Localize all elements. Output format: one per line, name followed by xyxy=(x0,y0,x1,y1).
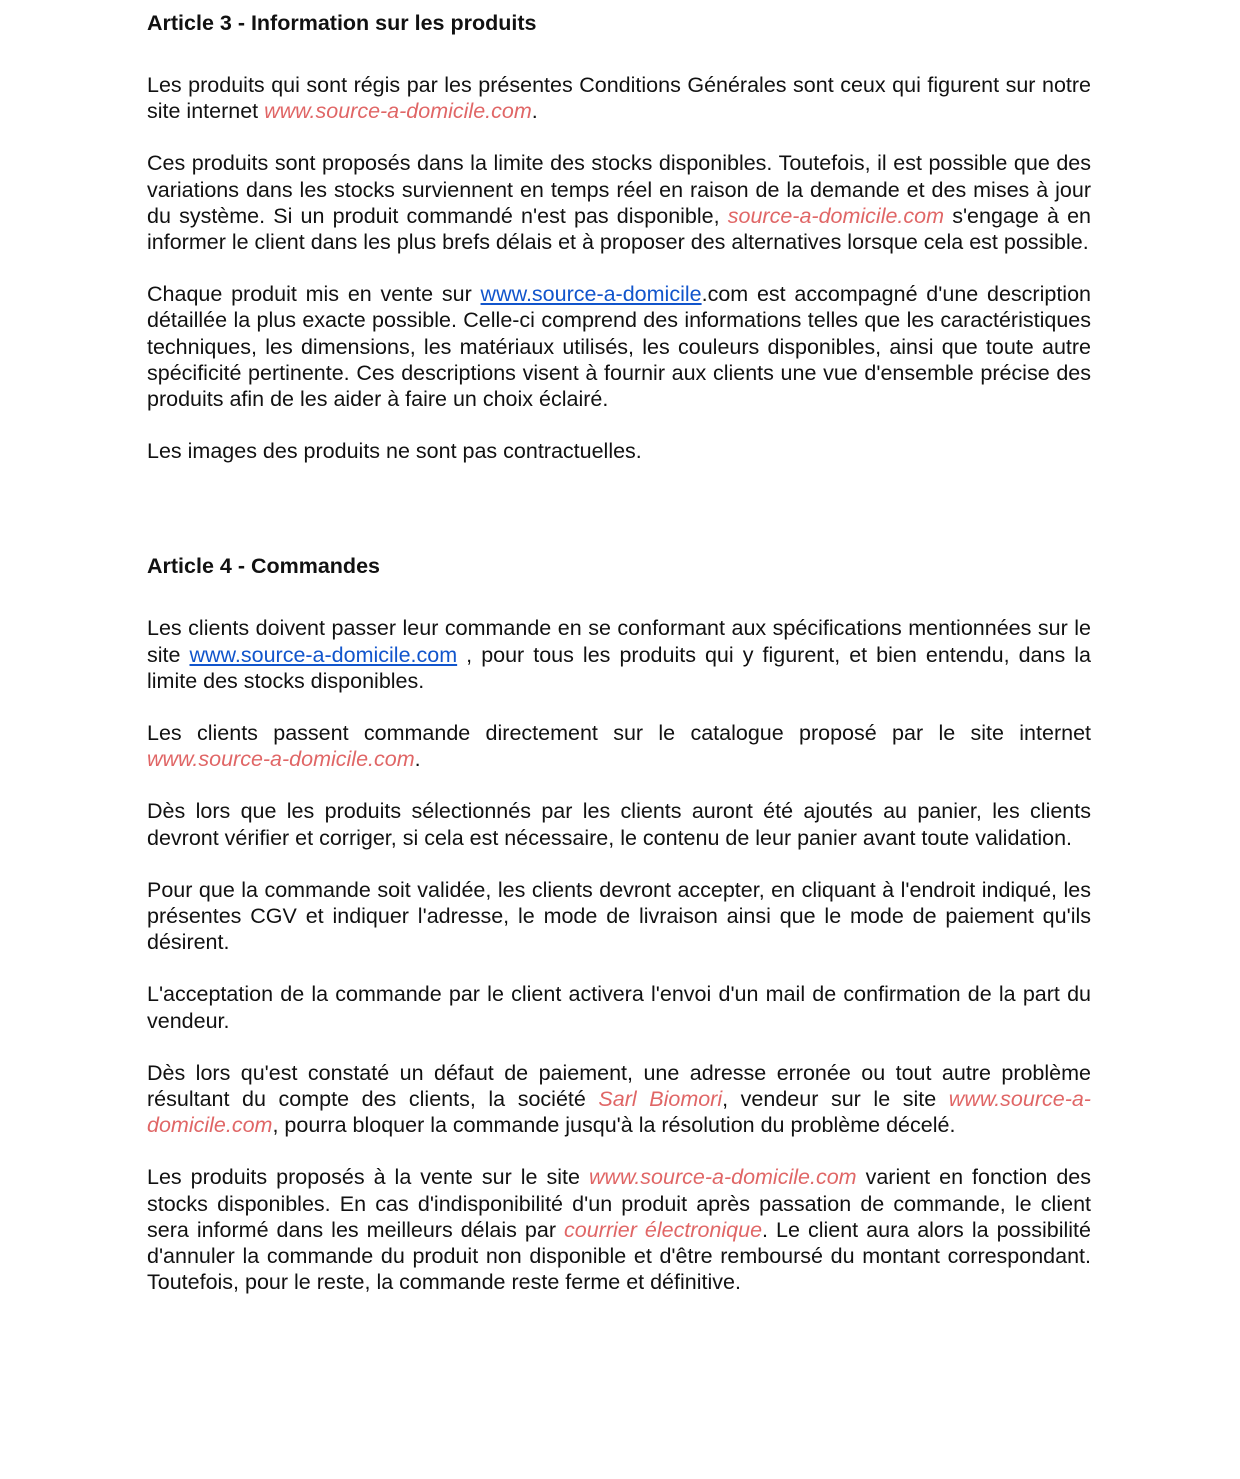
article-4-paragraph-7 xyxy=(147,1164,1091,1295)
article-3-paragraph-1 xyxy=(147,72,1091,124)
text: , pour tous les produits qui y figurent, et bien entendu, dans la limite des stocks disponibles. xyxy=(147,642,1091,693)
site-link[interactable]: www.source-a-domicile xyxy=(480,282,702,307)
text: Les clients passent commande directement sur le catalogue proposé par le site internet xyxy=(147,721,1091,746)
article-4-paragraph-2 xyxy=(147,720,1091,772)
text: , pourra bloquer la commande jusqu'à la résolution du problème décelé. xyxy=(272,1113,956,1138)
text: Les clients doivent passer leur commande en se conformant aux spécifications mentionnées sur le site xyxy=(147,616,1091,667)
article-3-paragraph-4: Les images des produits ne sont pas contractuelles. xyxy=(147,439,642,464)
article-3-paragraph-2 xyxy=(147,150,1091,255)
text: Les produits qui sont régis par les présentes Conditions Générales sont ceux qui figurent sur notre site internet xyxy=(147,73,1091,124)
article-4-heading: Article 4 - Commandes xyxy=(147,554,380,579)
text: Chaque produit mis en vente sur xyxy=(147,282,481,307)
site-reference: www.source-a-domicile.com xyxy=(147,1087,1091,1138)
text: varient en fonction des stocks disponibles. En cas d'indisponibilité d'un produit après passation de commande, le client sera informé dans les meilleurs délais par xyxy=(147,1165,1091,1242)
site-link[interactable]: www.source-a-domicile.com xyxy=(189,642,458,667)
article-3-paragraph-3 xyxy=(147,281,1091,412)
text: Ces produits sont proposés dans la limite des stocks disponibles. Toutefois, il est possible que des variations dans les stocks surviennent en temps réel en raison de la demande et des mises à jour du système. Si un produit commandé n'est pas disponible, xyxy=(147,151,1091,228)
email-reference: courrier électronique xyxy=(564,1217,763,1242)
article-4-paragraph-3: Dès lors que les produits sélectionnés par les clients auront été ajoutés au panier, les clients devront vérifier et corriger, si cela est nécessaire, le contenu de leur panier avant toute validation. xyxy=(147,799,1091,850)
company-name: Sarl Biomori xyxy=(598,1087,723,1112)
article-4-paragraph-4: Pour que la commande soit validée, les clients devront accepter, en cliquant à l'endroit indiqué, les présentes CGV et indiquer l'adresse, le mode de livraison ainsi que le mode de paiement qu'ils désirent. xyxy=(147,877,1091,955)
text: . xyxy=(531,99,538,124)
text: .com est accompagné d'une description détaillée la plus exacte possible. Celle-ci comprend des informations telles que les caractéristiques techniques, les dimensions, les matériaux utilisés, les couleurs disponibles, ainsi que toute autre spécificité pertinente. Ces descriptions visent à fournir aux clients une vue d'ensemble précise des produits afin de les aider à faire un choix éclairé. xyxy=(147,282,1091,412)
text: s'engage à en informer le client dans les plus brefs délais et à proposer des alternatives lorsque cela est possible. xyxy=(147,203,1091,255)
article-3-heading: Article 3 - Information sur les produits xyxy=(147,11,537,35)
article-4-paragraph-6 xyxy=(147,1060,1091,1139)
text: . xyxy=(414,747,421,772)
site-reference: www.source-a-domicile.com xyxy=(588,1165,857,1190)
text: . Le client aura alors la possibilité d'annuler la commande du produit non disponible et d'être remboursé du montant correspondant. Toutefois, pour le reste, la commande reste ferme et définitive. xyxy=(147,1217,1091,1295)
site-reference: source-a-domicile.com xyxy=(727,203,945,228)
text: Les produits proposés à la vente sur le site xyxy=(147,1165,589,1190)
article-4-paragraph-1 xyxy=(147,615,1091,694)
text: , vendeur sur le site xyxy=(722,1087,949,1112)
text: Dès lors qu'est constaté un défaut de paiement, une adresse erronée ou tout autre problème résultant du compte des clients, la société xyxy=(147,1060,1091,1112)
document-page xyxy=(147,8,1091,1296)
site-reference: www.source-a-domicile.com xyxy=(264,99,532,124)
article-4-paragraph-5: L'acceptation de la commande par le client activera l'envoi d'un mail de confirmation de la part du vendeur. xyxy=(147,982,1091,1033)
site-reference: www.source-a-domicile.com xyxy=(147,747,415,772)
